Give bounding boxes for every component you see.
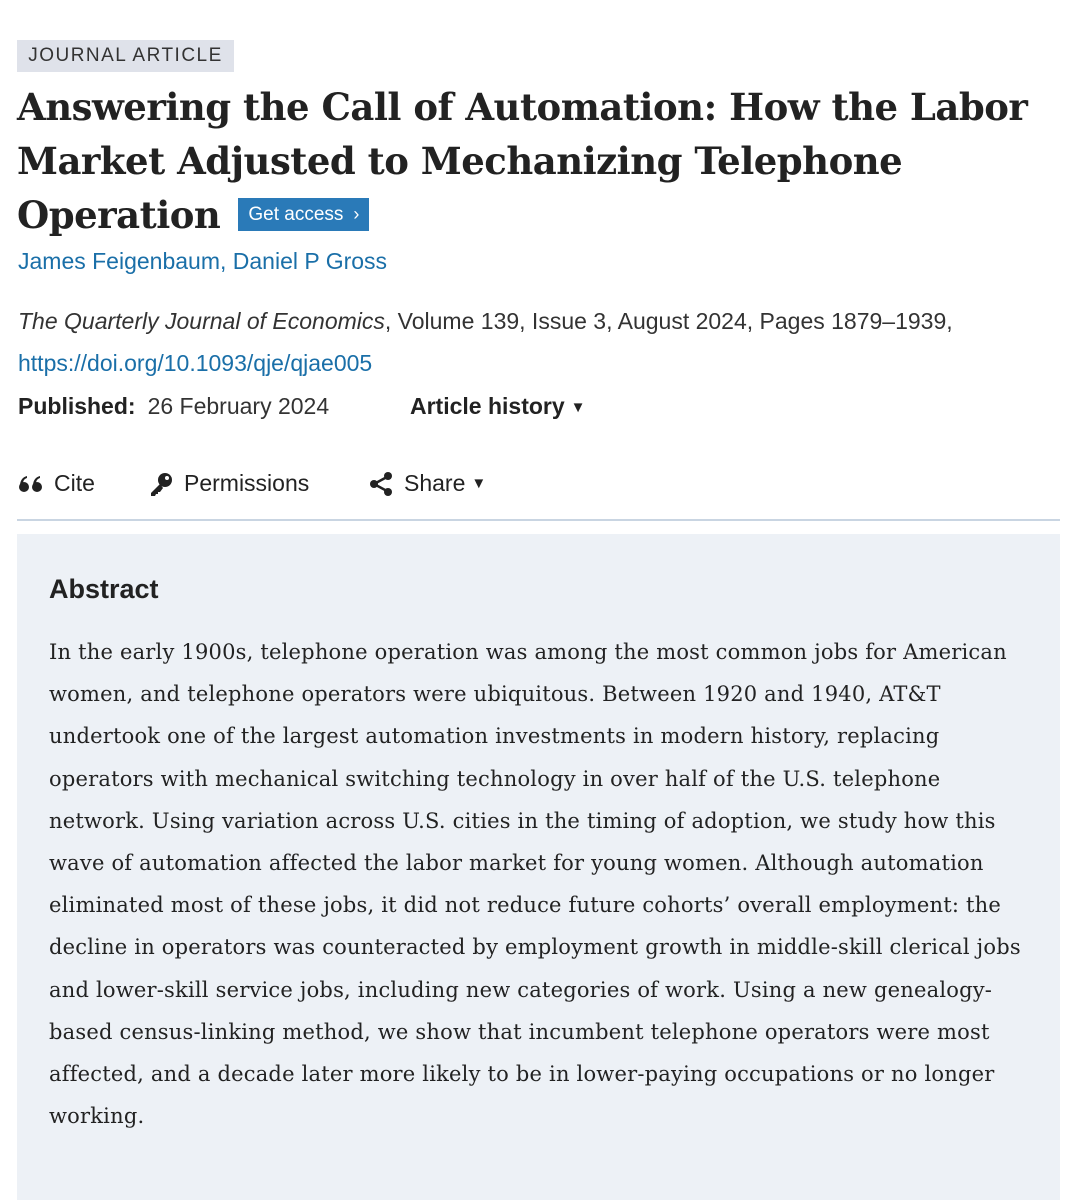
cite-label: Cite [54, 470, 95, 496]
citation-line [18, 308, 953, 335]
journal-name: The Quarterly Journal of Economics [18, 308, 385, 334]
abstract-text: In the early 1900s, telephone operation was among the most common jobs for American women, and telephone operators were ubiquitous. Between 1920 and 1940, AT&T undertook one of the largest automation investments in modern history, replacing operators with mechanical switching technology in over half of the U.S. telephone network. Using variation across U.S. cities in the timing of adoption, we study how this wave of automation affected the labor market for young women. Although automation eliminated most of these jobs, it did not reduce future cohorts’ overall employment: the decline in operators was counteracted by employment growth in middle-skill clerical jobs and lower-skill service jobs, including new categories of work. Using a new genealogy-based census-linking method, we show that incumbent telephone operators were most affected, and a decade later more likely to be in lower-paying occupations or no longer working. [49, 640, 1021, 1129]
article-title-text: Answering the Call of Automation: How the Labor Market Adjusted to Mechanizing Telephone Operation [17, 85, 1028, 237]
author-link-gross[interactable]: Daniel P Gross [232, 248, 388, 274]
article-history-toggle[interactable] [410, 393, 586, 420]
author-link-feigenbaum[interactable]: James Feigenbaum [18, 248, 220, 274]
author-separator: , [220, 248, 233, 274]
permissions-button[interactable] [148, 470, 309, 497]
section-divider [17, 519, 1060, 521]
quote-icon [18, 474, 44, 494]
abstract-section [17, 534, 1060, 1200]
published-date: 26 February 2024 [147, 393, 330, 419]
author-list [18, 248, 387, 275]
chevron-right-icon: › [353, 204, 360, 224]
share-button[interactable] [368, 470, 486, 497]
caret-down-icon: ▼ [570, 399, 586, 416]
key-icon [148, 471, 174, 497]
cite-button[interactable] [18, 470, 95, 497]
published-label: Published: [18, 393, 136, 419]
share-caret-icon: ▼ [471, 475, 487, 492]
permissions-label: Permissions [184, 470, 310, 496]
article-type-badge: JOURNAL ARTICLE [17, 40, 234, 72]
share-icon [368, 471, 394, 497]
journal-details: , Volume 139, Issue 3, August 2024, Pages 1879–1939, [384, 308, 953, 334]
share-label: Share [404, 470, 466, 496]
get-access-label: Get access [248, 204, 344, 225]
article-title [17, 80, 1037, 242]
publication-info [18, 393, 586, 420]
abstract-heading: Abstract [49, 574, 159, 604]
get-access-button[interactable] [238, 198, 369, 231]
doi-link[interactable]: https://doi.org/10.1093/qje/qjae005 [18, 350, 373, 376]
article-actions-toolbar [18, 470, 1060, 506]
article-history-label: Article history [410, 393, 565, 419]
